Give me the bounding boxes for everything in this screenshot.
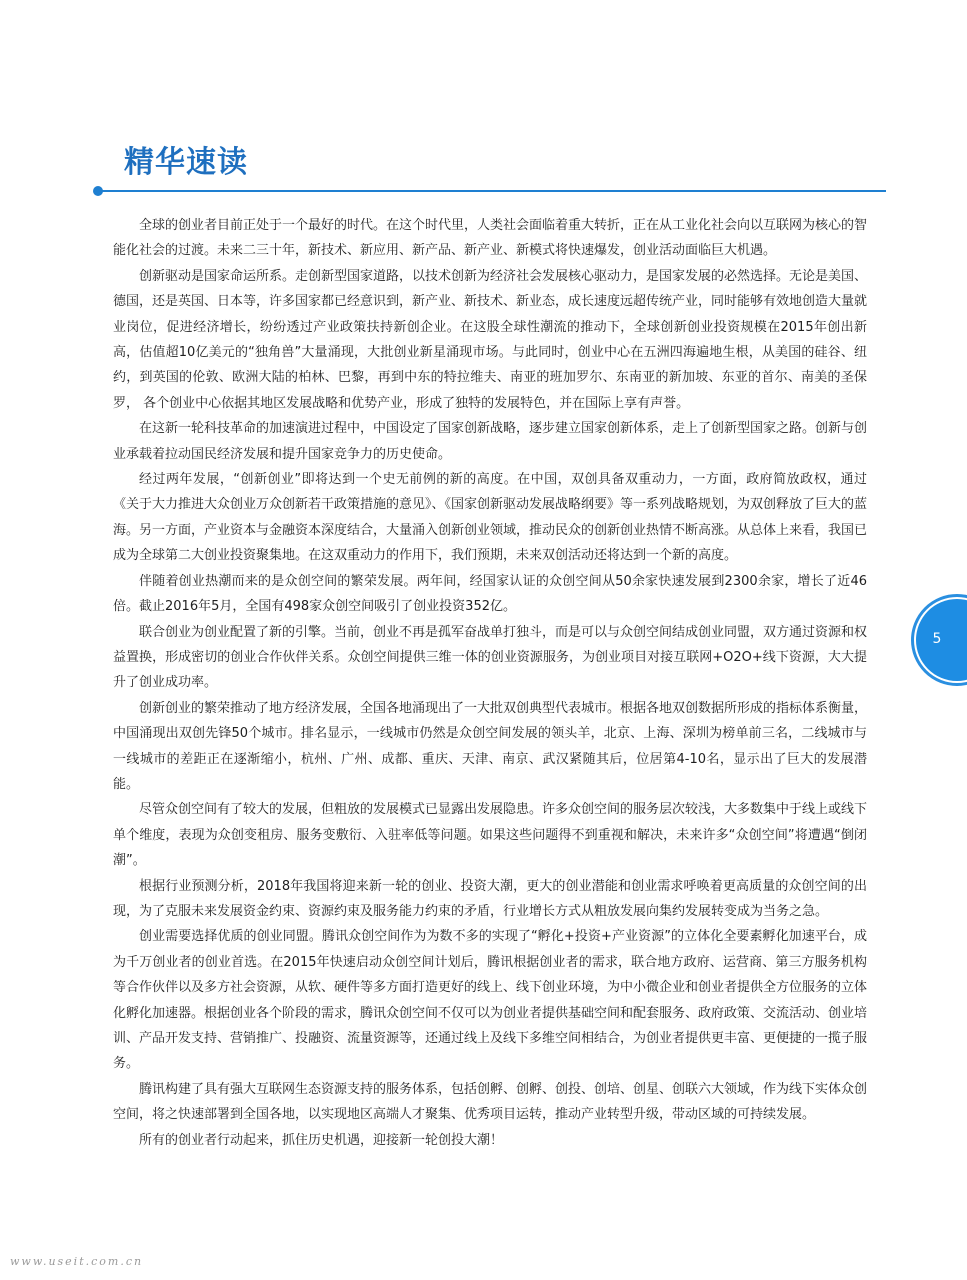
title-divider	[98, 190, 886, 192]
page-title: 精华速读	[124, 145, 248, 180]
paragraph: 创新驱动是国家命运所系。走创新型国家道路，以技术创新为经济社会发展核心驱动力，是国家发展的必然选择。无论是美国、德国，还是英国、日本等，许多国家都已经意识到，新产业、新技术、新业态，成长速度远超传统产业，同时能够有效地创造大量就业岗位，促进经济增长，纷纷透过产业政策扶持新创企业。在这股全球性潮流的推动下，全球创新创业投资规模在2015年创出新高，估值超10亿美元的“独角兽”大量涌现，大批创业新星涌现市场。与此同时，创业中心在五洲四海遍地生根，从美国的硅谷、纽约，到英国的伦敦、欧洲大陆的柏林、巴黎，再到中东的特拉维夫、南亚的班加罗尔、东南亚的新加坡、东亚的首尔、南美的圣保罗， 各个创业中心依据其地区发展战略和优势产业，形成了独特的发展特色，并在国际上享有声誉。	[113, 268, 868, 411]
paragraph: 经过两年发展，“创新创业”即将达到一个史无前例的新的高度。在中国，双创具备双重动力，一方面，政府简放政权，通过《关于大力推进大众创业万众创新若干政策措施的意见》、《国家创新驱动发展战略纲要》等一系列战略规划，为双创释放了巨大的蓝海。另一方面，产业资本与金融资本深度结合，大量涌入创新创业领域，推动民众的创新创业热情不断高涨。从总体上来看，我国已成为全球第二大创业投资聚集地。在这双重动力的作用下，我们预期，未来双创活动还将达到一个新的高度。	[113, 472, 868, 564]
paragraph: 全球的创业者目前正处于一个最好的时代。在这个时代里，人类社会面临着重大转折，正在从工业化社会向以互联网为核心的智能化社会的过渡。未来二三十年，新技术、新应用、新产品、新产业、新模式将快速爆发，创业活动面临巨大机遇。	[113, 218, 868, 259]
paragraph: 根据行业预测分析，2018年我国将迎来新一轮的创业、投资大潮，更大的创业潜能和创业需求呼唤着更高质量的众创空间的出现，为了克服未来发展资金约束、资源约束及服务能力约束的矛盾，行业增长方式从粗放发展向集约发展转变成为当务之急。	[113, 878, 867, 919]
watermark: www.useit.com.cn	[10, 1255, 144, 1268]
paragraph: 创新创业的繁荣推动了地方经济发展，全国各地涌现出了一大批双创典型代表城市。根据各地双创数据所形成的指标体系衡量，中国涌现出双创先锋50个城市。排名显示，一线城市仍然是众创空间发展的领头羊，北京、上海、深圳为榜单前三名，二线城市与一线城市的差距正在逐渐缩小，杭州、广州、成都、重庆、天津、南京、武汉紧随其后，位居第4-10名，显示出了巨大的发展潜能。	[113, 700, 868, 792]
paragraph: 联合创业为创业配置了新的引擎。当前，创业不再是孤军奋战单打独斗，而是可以与众创空间结成创业同盟，双方通过资源和权益置换，形成密切的创业合作伙伴关系。众创空间提供三维一体的创业资源服务，为创业项目对接互联网+O2O+线下资源，大大提升了创业成功率。	[113, 624, 868, 691]
paragraph: 腾讯构建了具有强大互联网生态资源支持的服务体系，包括创孵、创孵、创投、创培、创星、创联六大领域，作为线下实体众创空间，将之快速部署到全国各地，以实现地区高端人才聚集、优秀项目运转，推动产业转型升级，带动区域的可持续发展。	[113, 1081, 868, 1123]
paragraph: 尽管众创空间有了较大的发展，但粗放的发展模式已显露出发展隐患。许多众创空间的服务层次较浅，大多数集中于线上或线下单个维度，表现为众创变租房、服务变敷衍、入驻率低等问题。如果这些问题得不到重视和解决，未来许多“众创空间”将遭遇“倒闭潮”。	[113, 802, 868, 869]
paragraph: 在这新一轮科技革命的加速演进过程中，中国设定了国家创新战略，逐步建立国家创新体系，走上了创新型国家之路。创新与创业承载着拉动国民经济发展和提升国家竞争力的历史使命。	[113, 421, 868, 462]
article-body	[113, 213, 867, 1153]
paragraph: 伴随着创业热潮而来的是众创空间的繁荣发展。两年间，经国家认证的众创空间从50余家快速发展到2300余家，增长了近46倍。截止2016年5月，全国有498家众创空间吸引了创业投资352亿。	[113, 573, 867, 615]
divider-dot	[93, 186, 103, 196]
paragraph: 创业需要选择优质的创业同盟。腾讯众创空间作为为数不多的实现了“孵化+投资+产业资源”的立体化全要素孵化加速平台，成为千万创业者的创业首选。在2015年快速启动众创空间计划后，腾讯根据创业者的需求，联合地方政府、运营商、第三方服务机构等合作伙伴以及多方社会资源，从软、硬件等多方面打造更好的线上、线下创业环境，为中小微企业和创业者提供全方位服务的立体化孵化加速器。根据创业各个阶段的需求，腾讯众创空间不仅可以为创业者提供基础空间和配套服务、政府政策、交流活动、创业培训、产品开发支持、营销推广、投融资、流量资源等，还通过线上及线下多维空间相结合，为创业者提供更丰富、更便捷的一揽子服务。	[113, 929, 868, 1072]
paragraph: 所有的创业者行动起来，抓住历史机遇，迎接新一轮创投大潮！	[139, 1132, 504, 1148]
page-number: 5	[932, 631, 942, 647]
